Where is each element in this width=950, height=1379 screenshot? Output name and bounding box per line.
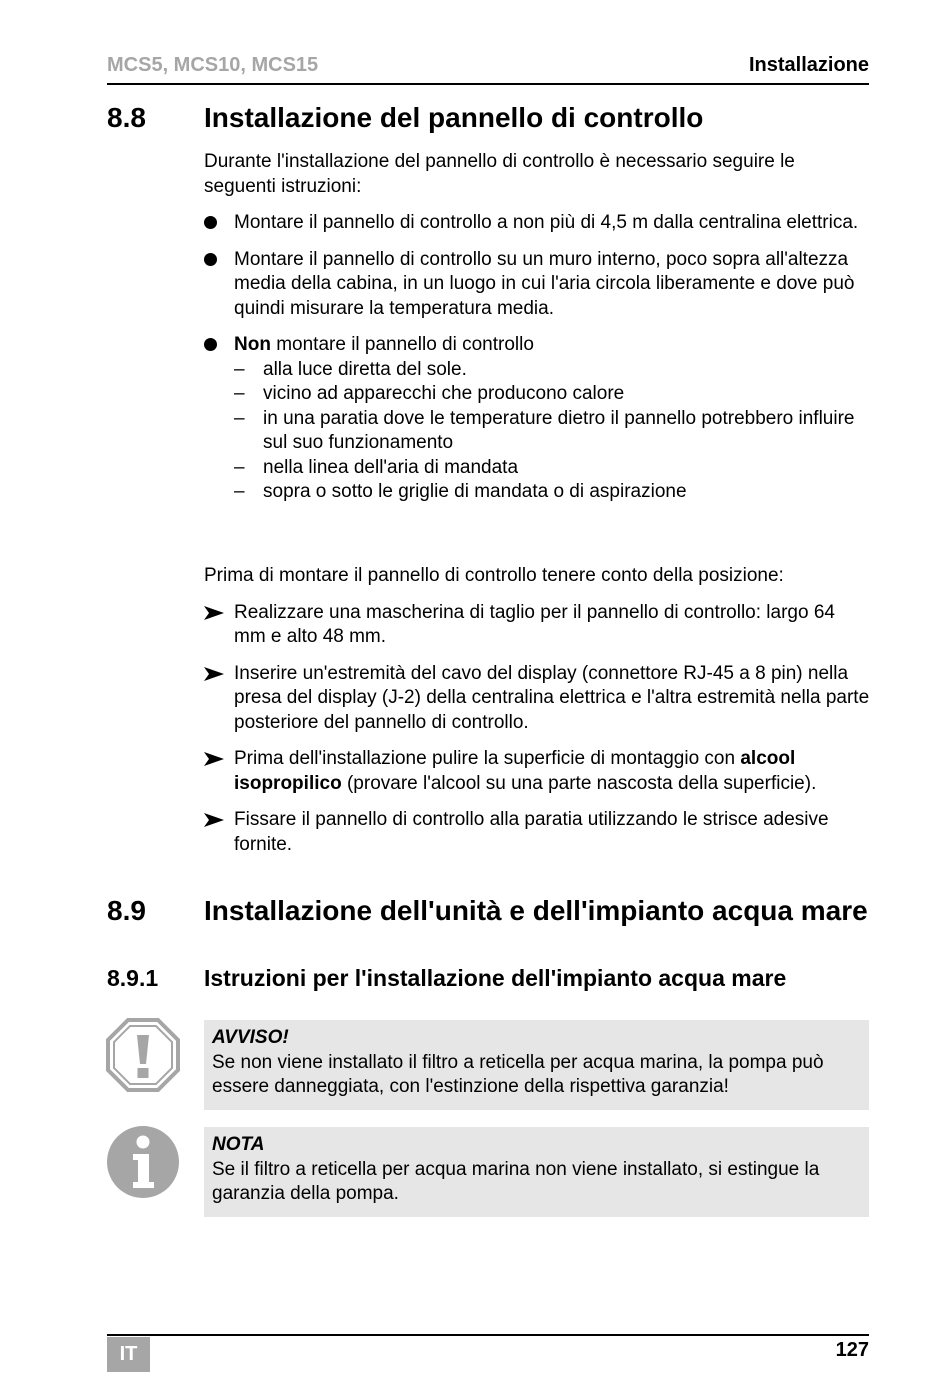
arrow-icon (204, 752, 224, 766)
warning-text: Se non viene installato il filtro a reticella per acqua marina, la pompa può essere danneggiata, con l'estinzione della rispettiva garanzia! (212, 1051, 824, 1097)
list-item-text: Montare il pannello di controllo a non più di 4,5 m dalla centralina elettrica. (234, 212, 859, 233)
sub-list-item (234, 456, 870, 481)
step-text: Inserire un'estremità del cavo del display (connettore RJ-45 a 8 pin) nella presa del display (J-2) della centralina elettrica e l'altra estremità nella parte posteriore del pannello di controllo. (234, 662, 870, 733)
page-number: 127 (835, 1339, 869, 1361)
subsection-number: 8.9.1 (107, 965, 159, 991)
sub-list-item (234, 382, 870, 407)
list-item-text: Montare il pannello di controllo su un muro interno, poco sopra all'altezza media della cabina, in un luogo in cui l'aria circola liberamente e dove può quindi misurare la temperatura media. (234, 248, 855, 319)
list-item-text-rest: montare il pannello di controllo (270, 334, 534, 355)
section-8-8-body (204, 150, 870, 505)
list-item (204, 333, 870, 505)
step-item (204, 808, 870, 857)
warning-label: AVVISO! (212, 1027, 289, 1048)
mounting-steps (204, 564, 870, 857)
step-item (204, 601, 870, 650)
section-number: 8.9 (107, 895, 146, 926)
list-item-text (234, 334, 534, 355)
info-circle-icon (106, 1125, 180, 1199)
step-text-post: (provare l'alcool su una parte nascosta della superficie). (341, 772, 817, 794)
sub-list-item-text: alla luce diretta del sole. (263, 358, 467, 380)
step-text: Realizzare una mascherina di taglio per il pannello di controllo: largo 64 mm e alto 48 mm. (234, 601, 835, 647)
footer-rule (107, 1334, 869, 1336)
list-item (204, 248, 870, 322)
dash-icon: – (234, 481, 245, 502)
arrow-icon (204, 813, 224, 827)
header-models: MCS5, MCS10, MCS15 (107, 54, 319, 76)
note-text: Se il filtro a reticella per acqua marina non viene installato, si estingue la garanzia della pompa. (212, 1158, 820, 1204)
sub-list-item (234, 407, 870, 456)
emphasis-text: alcool isopropilico (234, 748, 796, 794)
header-section: Installazione (748, 54, 869, 76)
header-rule (107, 83, 869, 85)
dash-icon: – (234, 383, 245, 404)
sub-list-item-text: in una paratia dove le temperature dietro il pannello potrebbero influire sul suo funzionamento (263, 407, 855, 453)
arrow-icon (204, 606, 224, 620)
step-text: Fissare il pannello di controllo alla paratia utilizzando le strisce adesive fornite. (234, 809, 829, 855)
warning-box (204, 1020, 869, 1110)
step-item (204, 747, 870, 796)
sub-list-item-text: vicino ad apparecchi che producono calore (263, 383, 625, 404)
dash-icon: – (234, 407, 245, 429)
step-list (204, 601, 870, 858)
sub-list-item (234, 480, 870, 505)
sub-list (234, 358, 870, 505)
list-item (204, 211, 870, 236)
subsection-title: Istruzioni per l'installazione dell'impianto acqua mare (204, 965, 787, 991)
language-badge: IT (107, 1337, 150, 1372)
exclamation-octagon-icon (106, 1018, 180, 1092)
arrow-icon (204, 667, 224, 681)
dash-icon: – (234, 456, 245, 478)
bullet-icon (204, 216, 217, 229)
section-number: 8.8 (107, 102, 146, 133)
bullet-icon (204, 253, 217, 266)
note-label: NOTA (212, 1134, 265, 1155)
section-title: Installazione del pannello di controllo (204, 102, 704, 133)
intro-paragraph: Durante l'installazione del pannello di controllo è necessario seguire le seguenti istruzioni: (204, 151, 795, 197)
sub-list-item-text: nella linea dell'aria di mandata (263, 456, 519, 478)
section-title: Installazione dell'unità e dell'impianto acqua mare (204, 895, 868, 926)
steps-intro: Prima di montare il pannello di controllo tenere conto della posizione: (204, 565, 784, 586)
note-box (204, 1127, 869, 1217)
sub-list-item-text: sopra o sotto le griglie di mandata o di aspirazione (263, 481, 687, 502)
bullet-list (204, 211, 870, 505)
bullet-icon (204, 338, 217, 351)
dash-icon: – (234, 358, 245, 380)
step-text-pre: Prima dell'installazione pulire la superficie di montaggio con (234, 748, 741, 769)
emphasis-text: Non (234, 334, 271, 355)
sub-list-item (234, 358, 870, 383)
step-text (234, 748, 816, 794)
step-item (204, 662, 870, 736)
